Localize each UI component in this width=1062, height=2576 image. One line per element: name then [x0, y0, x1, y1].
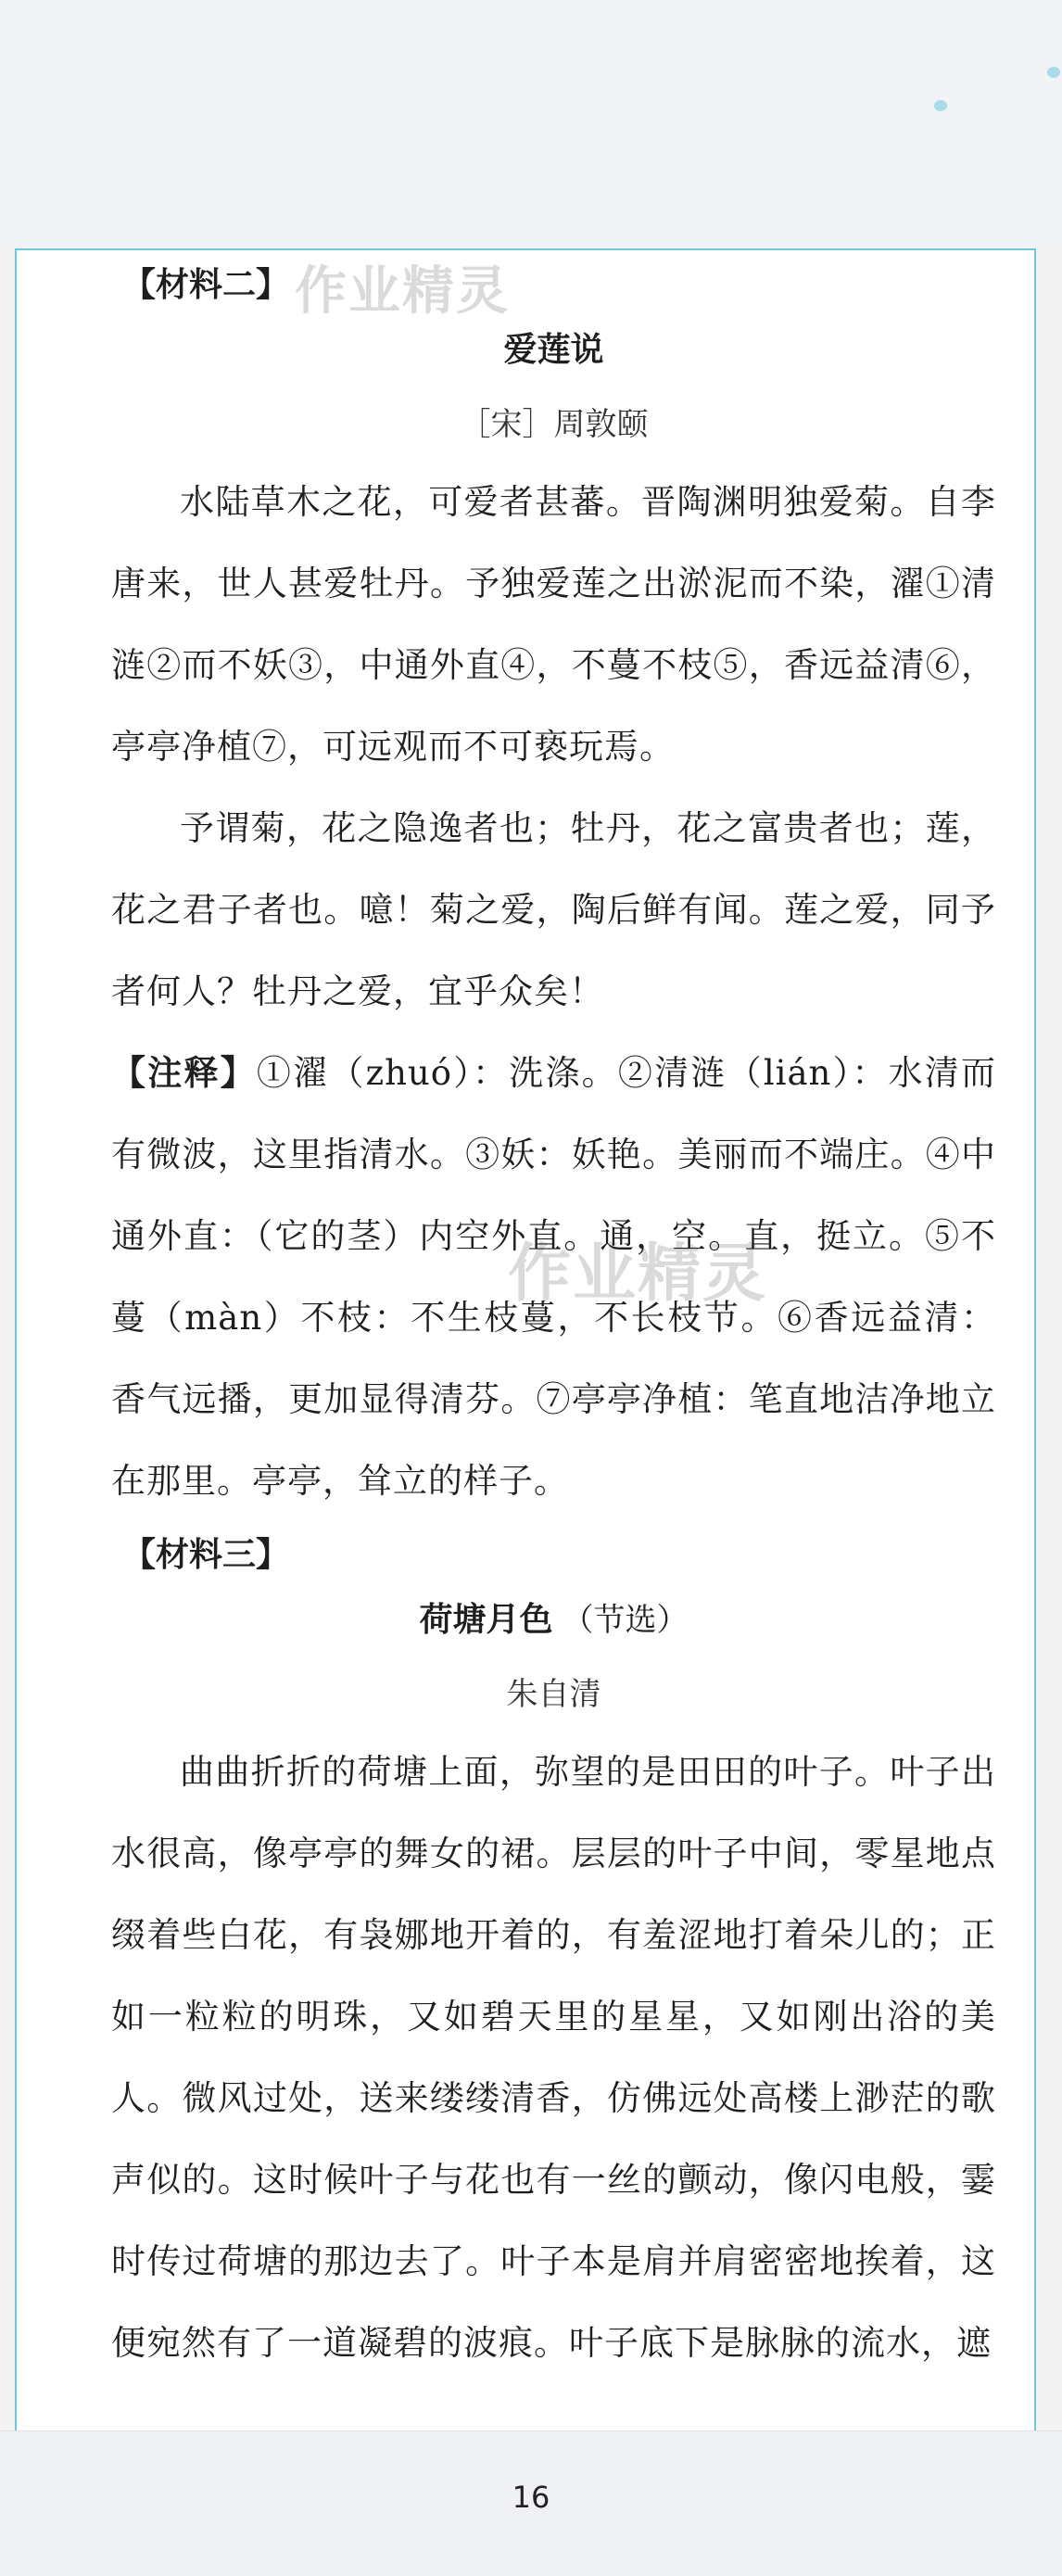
page-number: 16	[512, 2480, 550, 2515]
prose-title	[111, 1583, 996, 1657]
essay-paragraph: 予谓菊，花之隐逸者也；牡丹，花之富贵者也；莲，花之君子者也。噫！菊之爱，陶后鲜有闻。莲之爱，同予者何人？牡丹之爱，宜乎众矣！	[111, 808, 996, 1011]
blue-speck	[934, 100, 947, 111]
watermark: 作业精灵	[508, 1237, 768, 1311]
prose-title-note: （节选）	[562, 1602, 689, 1639]
material-three-label: 【材料三】	[122, 1536, 290, 1574]
annotation-block	[111, 1033, 996, 1522]
document-body	[111, 258, 996, 2384]
watermark: 作业精灵	[295, 261, 510, 322]
essay-paragraph: 水陆草木之花，可爱者甚蕃。晋陶渊明独爱菊。自李唐来，世人甚爱牡丹。予独爱莲之出淤泥而不染，濯①清涟②而不妖③，中通外直④，不蔓不枝⑤，香远益清⑥，亭亭净植⑦，可远观而不可亵玩焉。	[111, 482, 996, 767]
prose-paragraph: 曲曲折折的荷塘上面，弥望的是田田的叶子。叶子出水很高，像亭亭的舞女的裙。层层的叶子中间，零星地点缀着些白花，有袅娜地开着的，有羞涩地打着朵儿的；正如一粒粒的明珠，又如碧天里的星星，又如刚出浴的美人。微风过处，送来缕缕清香，仿佛远处高楼上渺茫的歌声似的。这时候叶子与花也有一丝的颤动，像闪电般，霎时传过荷塘的那边去了。叶子本是肩并肩密密地挨着，这便宛然有了一道凝碧的波痕。叶子底下是脉脉的流水，遮	[111, 1752, 996, 2363]
blue-speck	[1047, 67, 1060, 78]
essay-author: ［宋］周敦颐	[459, 406, 649, 443]
essay-title: 爱莲说	[503, 331, 604, 369]
prose-title-text: 荷塘月色	[419, 1601, 553, 1639]
annotation-label: 【注释】	[111, 1053, 257, 1093]
material-two-label: 【材料二】	[122, 266, 290, 304]
prose-author: 朱自清	[506, 1676, 601, 1713]
top-margin	[0, 0, 1062, 248]
annotation-text: ①濯（zhuó）：洗涤。②清涟（lián）：水清而有微波，这里指清水。③妖：妖艳。美丽而不端庄。④中通外直：（它的茎）内空外直。通，空。直，挺立。⑤不蔓（màn）不枝：不生枝蔓，不长枝节。⑥香远益清：香气远播，更加显得清芬。⑦亭亭净植：笔直地洁净地立在那里。亭亭，耸立的样子。	[111, 1053, 997, 1501]
